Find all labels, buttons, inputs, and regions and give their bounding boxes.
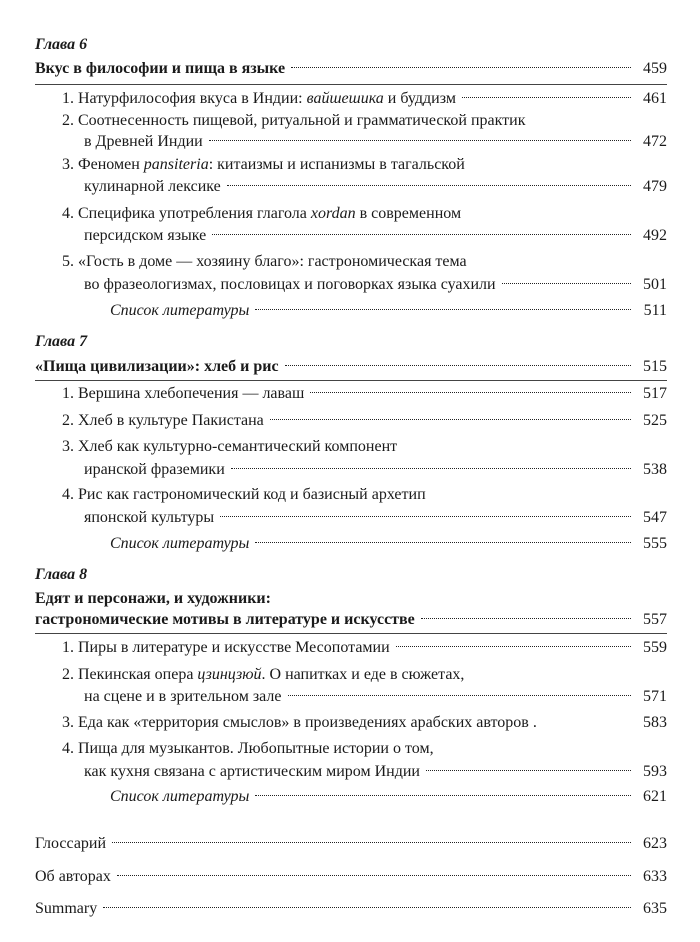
toc-entry-line1: 3. Хлеб как культурно-семантический компонент xyxy=(62,438,398,455)
dot-leader xyxy=(285,365,631,366)
toc-entry-line1: 4. Специфика употребления глагола xordan в современном xyxy=(62,205,462,222)
entry-page: 492 xyxy=(643,227,667,244)
dot-leader xyxy=(502,283,631,284)
chapter-7-title-line[interactable] xyxy=(35,356,667,378)
dot-leader xyxy=(421,618,631,619)
chapter-7-label: Глава 7 xyxy=(35,333,88,350)
toc-entry[interactable]: 1. Натурфилософия вкуса в Индии: вайшешика и буддизм 461 xyxy=(62,88,667,110)
dot-leader xyxy=(255,795,631,796)
chapter-6-page: 459 xyxy=(643,60,667,77)
dot-leader xyxy=(117,875,631,876)
chapter-8-label: Глава 8 xyxy=(35,566,88,583)
toc-entry[interactable]: как кухня связана с артистическим миром Индии 593 xyxy=(84,761,667,783)
entry-page: 525 xyxy=(643,412,667,429)
toc-entry[interactable]: во фразеологизмах, пословицах и поговорках языка суахили 501 xyxy=(84,274,667,296)
entry-page: 583 xyxy=(643,714,667,731)
chapter-8-title: гастрономические мотивы в литературе и искусстве xyxy=(35,611,415,628)
dot-leader xyxy=(212,234,631,235)
entry-page: 621 xyxy=(643,788,667,805)
entry-page: 559 xyxy=(643,639,667,656)
entry-page: 635 xyxy=(643,900,667,917)
toc-entry[interactable]: иранской фраземики 538 xyxy=(84,459,667,481)
divider xyxy=(35,633,667,634)
dot-leader xyxy=(231,468,631,469)
dot-leader xyxy=(103,907,631,908)
entry-page: 517 xyxy=(643,385,667,402)
toc-entry-line1: 4. Пища для музыкантов. Любопытные истории о том, xyxy=(62,740,434,757)
entry-page: 479 xyxy=(643,178,667,195)
dot-leader xyxy=(209,140,631,141)
entry-page: 501 xyxy=(643,276,667,293)
toc-entry[interactable]: 1. Вершина хлебопечения — лаваш 517 xyxy=(62,383,667,405)
toc-entry[interactable]: 1. Пиры в литературе и искусстве Месопотамии 559 xyxy=(62,637,667,659)
entry-page: 633 xyxy=(643,868,667,885)
dot-leader xyxy=(220,516,631,517)
dot-leader xyxy=(255,542,631,543)
toc-entry[interactable]: японской культуры 547 xyxy=(84,507,667,529)
chapter-7-page: 515 xyxy=(643,358,667,375)
glossary-entry[interactable]: Глоссарий 623 xyxy=(35,833,667,855)
toc-entry[interactable]: 3. Еда как «территория смыслов» в произведениях арабских авторов . 583 xyxy=(62,712,667,734)
summary-entry[interactable]: Summary 635 xyxy=(35,898,667,920)
entry-page: 571 xyxy=(643,688,667,705)
chapter-6-title-line[interactable] xyxy=(35,58,667,80)
toc-entry[interactable]: 2. Хлеб в культуре Пакистана 525 xyxy=(62,410,667,432)
chapter-8-title-line1: Едят и персонажи, и художники: xyxy=(35,590,271,607)
toc-entry[interactable]: персидском языке 492 xyxy=(84,225,667,247)
chapter-7-title: «Пища цивилизации»: хлеб и рис xyxy=(35,358,279,375)
dot-leader xyxy=(288,695,632,696)
toc-entry[interactable]: на сцене и в зрительном зале 571 xyxy=(84,686,667,708)
dot-leader xyxy=(291,67,631,68)
chapter-6-title: Вкус в философии и пища в языке xyxy=(35,60,286,77)
toc-entry-line1: 4. Рис как гастрономический код и базисный архетип xyxy=(62,486,426,503)
entry-page: 547 xyxy=(643,509,667,526)
entry-page: 623 xyxy=(643,835,667,852)
entry-page: 472 xyxy=(643,133,667,150)
bibliography-entry[interactable]: Список литературы 621 xyxy=(110,786,667,808)
dot-leader xyxy=(396,646,631,647)
divider xyxy=(35,380,667,381)
entry-number: 1. xyxy=(62,90,74,107)
entry-page: 511 xyxy=(643,302,667,319)
toc-entry-line1: 3. Феномен pansiteria: китаизмы и испанизмы в тагальской xyxy=(62,156,465,173)
chapter-8-page: 557 xyxy=(643,611,667,628)
toc-entry-line1: 2. Соотнесенность пищевой, ритуальной и грамматической практик xyxy=(62,112,526,129)
bibliography-entry[interactable]: Список литературы 511 xyxy=(110,300,667,322)
toc-entry[interactable]: в Древней Индии 472 xyxy=(84,131,667,153)
dot-leader xyxy=(426,770,631,771)
bibliography-entry[interactable]: Список литературы 555 xyxy=(110,533,667,555)
entry-page: 593 xyxy=(643,763,667,780)
authors-entry[interactable]: Об авторах 633 xyxy=(35,866,667,888)
entry-page: 538 xyxy=(643,461,667,478)
entry-page: 461 xyxy=(643,90,667,107)
dot-leader xyxy=(270,419,631,420)
dot-leader xyxy=(310,392,631,393)
dot-leader xyxy=(462,97,631,98)
toc-entry[interactable]: кулинарной лексике 479 xyxy=(84,176,667,198)
dot-leader xyxy=(255,309,631,310)
dot-leader xyxy=(227,185,631,186)
entry-page: 555 xyxy=(643,535,667,552)
dot-leader xyxy=(112,842,631,843)
toc-entry-line1: 5. «Гость в доме — хозяину благо»: гастрономическая тема xyxy=(62,253,467,270)
toc-entry-line1: 2. Пекинская опера цзинцзюй. О напитках и еде в сюжетах, xyxy=(62,666,465,683)
chapter-8-title-line[interactable] xyxy=(35,609,667,631)
divider xyxy=(35,84,667,85)
chapter-6-label: Глава 6 xyxy=(35,36,88,53)
